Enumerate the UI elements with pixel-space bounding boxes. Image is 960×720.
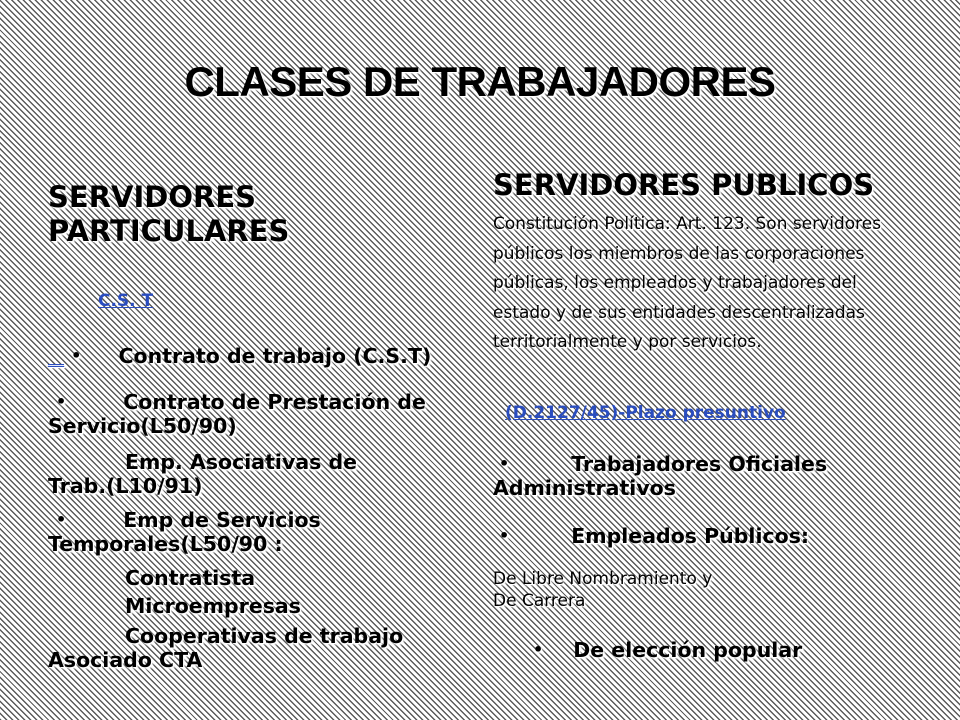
- item-text-line2: Servicio(L50/90): [48, 414, 237, 438]
- list-item-emp-asociativas: [48, 450, 357, 498]
- bullet-icon: •: [71, 346, 82, 365]
- bullet-icon: •: [533, 640, 544, 659]
- page-title: CLASES DE TRABAJADORES: [184, 58, 776, 105]
- underline-mark: __: [48, 348, 64, 367]
- list-item-cooperativas: [48, 624, 403, 672]
- item-text-line1: Trabajadores Oficiales: [571, 452, 828, 476]
- list-item-contratista: Contratista: [125, 566, 256, 590]
- item-text-line1: Cooperativas de trabajo: [125, 624, 404, 648]
- item-text-line2: Administrativos: [493, 476, 676, 500]
- private-servants-heading: SERVIDORES PARTICULARES: [48, 180, 290, 248]
- list-item-microempresas: Microempresas: [125, 594, 301, 618]
- list-item-empleados-publicos: [493, 524, 809, 548]
- item-text-line1: De Libre Nombramiento y: [493, 569, 713, 589]
- item-text: Contrato de trabajo (C.S.T): [118, 344, 432, 368]
- item-text-line1: Emp de Servicios: [123, 508, 321, 532]
- bullet-icon: •: [499, 526, 510, 545]
- list-item-libre-nombramiento: [493, 568, 712, 612]
- item-text-line2: Trab.(L10/91): [48, 474, 203, 498]
- item-text-line2: Temporales(L50/90 :: [48, 532, 283, 556]
- item-text-line2: De Carrera: [493, 591, 586, 611]
- bullet-icon: •: [56, 510, 67, 529]
- list-item-trabajadores-oficiales: [493, 452, 827, 500]
- item-text-line1: Emp. Asociativas de: [125, 450, 358, 474]
- decree-link[interactable]: (D.2127/45)-Plazo presuntivo: [505, 403, 786, 423]
- list-item-prestacion-servicio: [48, 390, 426, 438]
- constitution-paragraph: Constitución Política: Art. 123. Son servidores públicos los miembros de las corporaciones públicas, los empleados y trabajadores del estado y de sus entidades descentralizadas territorialmente y por servicios.: [493, 214, 882, 352]
- item-text: Empleados Públicos:: [571, 524, 810, 548]
- bullet-icon: •: [499, 454, 510, 473]
- cst-link[interactable]: C.S. T: [98, 291, 154, 311]
- item-text-line1: Contrato de Prestación de: [123, 390, 426, 414]
- list-item-eleccion-popular: [493, 638, 802, 662]
- item-text-line2: Asociado CTA: [48, 648, 203, 672]
- public-servants-heading: SERVIDORES PUBLICOS: [493, 168, 875, 202]
- item-text: De elección popular: [573, 638, 803, 662]
- list-item-emp-servicios-temporales: [48, 508, 321, 556]
- bullet-icon: •: [56, 392, 67, 411]
- list-item-contrato-trabajo: [48, 344, 431, 370]
